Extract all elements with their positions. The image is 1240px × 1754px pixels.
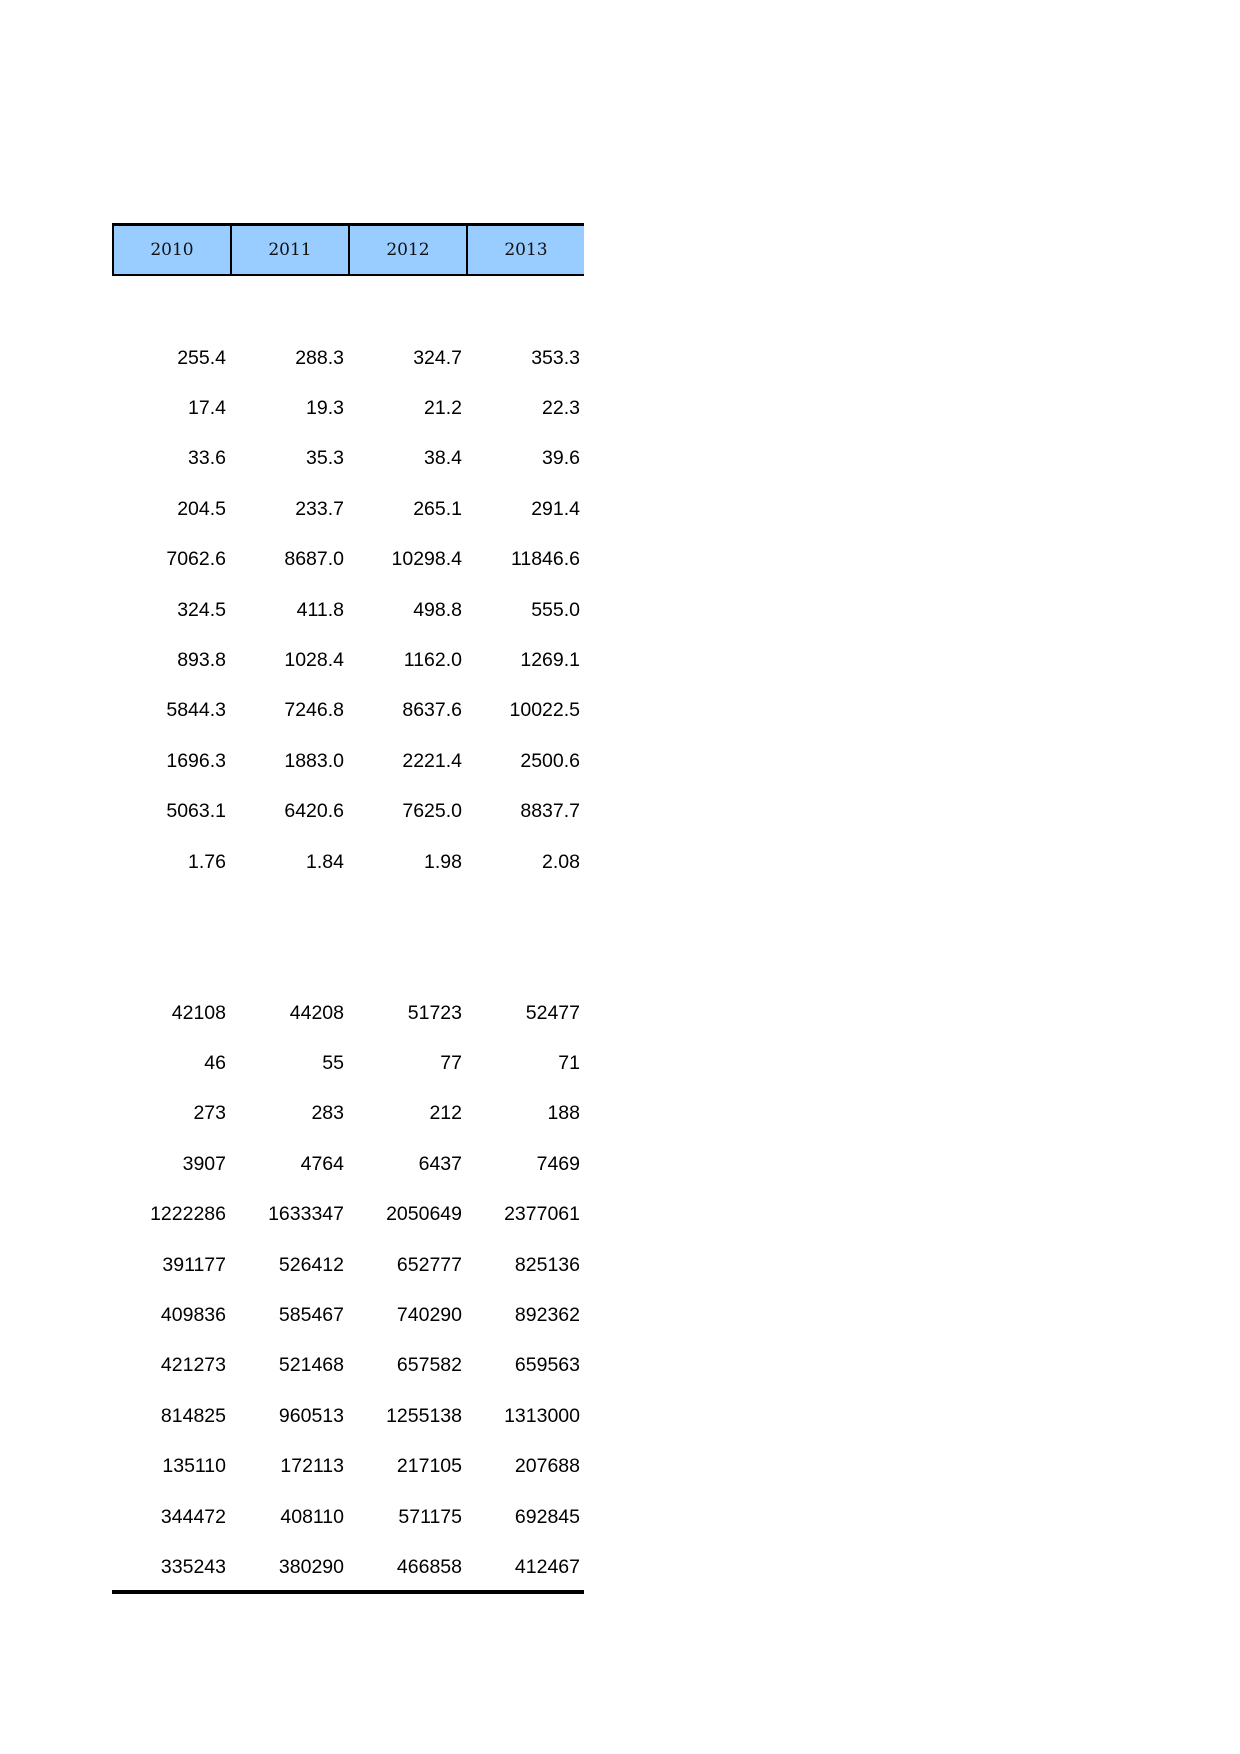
table-row	[112, 1341, 584, 1391]
table-cell: 19.3	[306, 397, 344, 420]
table-cell: 7625.0	[402, 800, 462, 823]
table-section-a	[112, 333, 584, 887]
table-cell: 380290	[278, 1555, 344, 1578]
table-cell: 1633347	[268, 1203, 344, 1226]
table-cell: 188	[547, 1102, 580, 1125]
table-cell: 324.7	[413, 346, 462, 369]
table-cell: 1255138	[386, 1404, 462, 1427]
table-cell: 740290	[396, 1304, 462, 1327]
table-row	[112, 1290, 584, 1340]
table-cell: 466858	[396, 1555, 462, 1578]
header-year-2010: 2010	[112, 226, 230, 274]
table-cell: 409836	[160, 1304, 226, 1327]
table-row	[112, 736, 584, 786]
table-cell: 233.7	[295, 497, 344, 520]
table-row	[112, 333, 584, 383]
table-cell: 335243	[160, 1555, 226, 1578]
table-bottom-rule	[112, 1590, 584, 1594]
table-cell: 1313000	[504, 1404, 580, 1427]
table-cell: 2377061	[504, 1203, 580, 1226]
table-cell: 6437	[418, 1152, 462, 1175]
table-cell: 135110	[162, 1455, 226, 1478]
table-section-b	[112, 988, 584, 1593]
table-row	[112, 434, 584, 484]
table-cell: 207688	[514, 1455, 580, 1478]
table-cell: 391177	[162, 1253, 226, 1276]
table-cell: 17.4	[188, 397, 226, 420]
table-cell: 5844.3	[166, 699, 226, 722]
table-cell: 273	[193, 1102, 226, 1125]
table-cell: 33.6	[188, 447, 226, 470]
table-cell: 555.0	[531, 598, 580, 621]
table-cell: 2221.4	[402, 749, 462, 772]
table-cell: 288.3	[295, 346, 344, 369]
table-cell: 1028.4	[284, 649, 344, 672]
table-cell: 585467	[278, 1304, 344, 1327]
table-cell: 39.6	[542, 447, 580, 470]
table-cell: 1696.3	[166, 749, 226, 772]
table-cell: 421273	[160, 1354, 226, 1377]
table-cell: 51723	[407, 1001, 462, 1024]
table-cell: 652777	[396, 1253, 462, 1276]
table-cell: 659563	[514, 1354, 580, 1377]
table-row	[112, 1442, 584, 1492]
table-cell: 77	[440, 1052, 462, 1075]
table-cell: 42108	[171, 1001, 226, 1024]
table-cell: 8637.6	[402, 699, 462, 722]
table-cell: 8687.0	[284, 548, 344, 571]
table-row	[112, 1038, 584, 1088]
table-cell: 571175	[398, 1505, 462, 1528]
table-cell: 8837.7	[520, 800, 580, 823]
table-cell: 1162.0	[403, 649, 462, 672]
table-cell: 44208	[289, 1001, 344, 1024]
table-row	[112, 1492, 584, 1542]
table-row	[112, 585, 584, 635]
table-cell: 10022.5	[509, 699, 580, 722]
table-cell: 4764	[300, 1152, 344, 1175]
table-cell: 498.8	[413, 598, 462, 621]
table-cell: 38.4	[424, 447, 462, 470]
table-cell: 526412	[278, 1253, 344, 1276]
table-cell: 521468	[278, 1354, 344, 1377]
table-row	[112, 988, 584, 1038]
table-cell: 265.1	[413, 497, 462, 520]
table-cell: 411.8	[296, 598, 344, 621]
table-cell: 21.2	[424, 397, 462, 420]
table-cell: 5063.1	[166, 800, 226, 823]
table-cell: 291.4	[531, 497, 580, 520]
table-cell: 6420.6	[284, 800, 344, 823]
table-row	[112, 1089, 584, 1139]
table-cell: 1.76	[188, 850, 226, 873]
table-cell: 22.3	[542, 397, 580, 420]
table-row	[112, 535, 584, 585]
table-cell: 344472	[160, 1505, 226, 1528]
table-cell: 7469	[536, 1152, 580, 1175]
table-cell: 408110	[280, 1505, 344, 1528]
table-cell: 35.3	[306, 447, 344, 470]
table-cell: 71	[558, 1052, 580, 1075]
header-year-2012: 2012	[348, 226, 466, 274]
table-cell: 657582	[396, 1354, 462, 1377]
table-cell: 172113	[280, 1455, 344, 1478]
table-cell: 217105	[396, 1455, 462, 1478]
table-row	[112, 787, 584, 837]
table-cell: 960513	[278, 1404, 344, 1427]
table-cell: 255.4	[177, 346, 226, 369]
table-cell: 2.08	[542, 850, 580, 873]
table-cell: 52477	[525, 1001, 580, 1024]
table-cell: 1222286	[150, 1203, 226, 1226]
table-cell: 3907	[182, 1152, 226, 1175]
table-cell: 283	[311, 1102, 344, 1125]
header-year-2011: 2011	[230, 226, 348, 274]
table-row	[112, 1190, 584, 1240]
table-cell: 204.5	[177, 497, 226, 520]
table-row	[112, 837, 584, 887]
table-header-row	[112, 226, 584, 276]
table-cell: 692845	[514, 1505, 580, 1528]
table-cell: 353.3	[531, 346, 580, 369]
table-cell: 55	[322, 1052, 344, 1075]
table-cell: 2500.6	[520, 749, 580, 772]
table-row	[112, 1139, 584, 1189]
table-row	[112, 383, 584, 433]
table-cell: 1.84	[306, 850, 344, 873]
table-row	[112, 484, 584, 534]
table-cell: 1.98	[424, 850, 462, 873]
table-row	[112, 1240, 584, 1290]
table-row	[112, 686, 584, 736]
table-cell: 324.5	[177, 598, 226, 621]
table-cell: 2050649	[386, 1203, 462, 1226]
table-cell: 893.8	[177, 649, 226, 672]
table-cell: 1883.0	[284, 749, 344, 772]
table-row	[112, 635, 584, 685]
table-cell: 825136	[514, 1253, 580, 1276]
table-row	[112, 1542, 584, 1592]
table-cell: 212	[429, 1102, 462, 1125]
table-cell: 7246.8	[284, 699, 344, 722]
table-cell: 1269.1	[520, 649, 580, 672]
table-cell: 7062.6	[166, 548, 226, 571]
table-cell: 892362	[514, 1304, 580, 1327]
table-cell: 11846.6	[510, 548, 580, 571]
table-cell: 412467	[514, 1555, 580, 1578]
table-cell: 10298.4	[391, 548, 462, 571]
header-year-2013: 2013	[466, 226, 584, 274]
table-cell: 46	[204, 1052, 226, 1075]
table-cell: 814825	[160, 1404, 226, 1427]
table-row	[112, 1391, 584, 1441]
